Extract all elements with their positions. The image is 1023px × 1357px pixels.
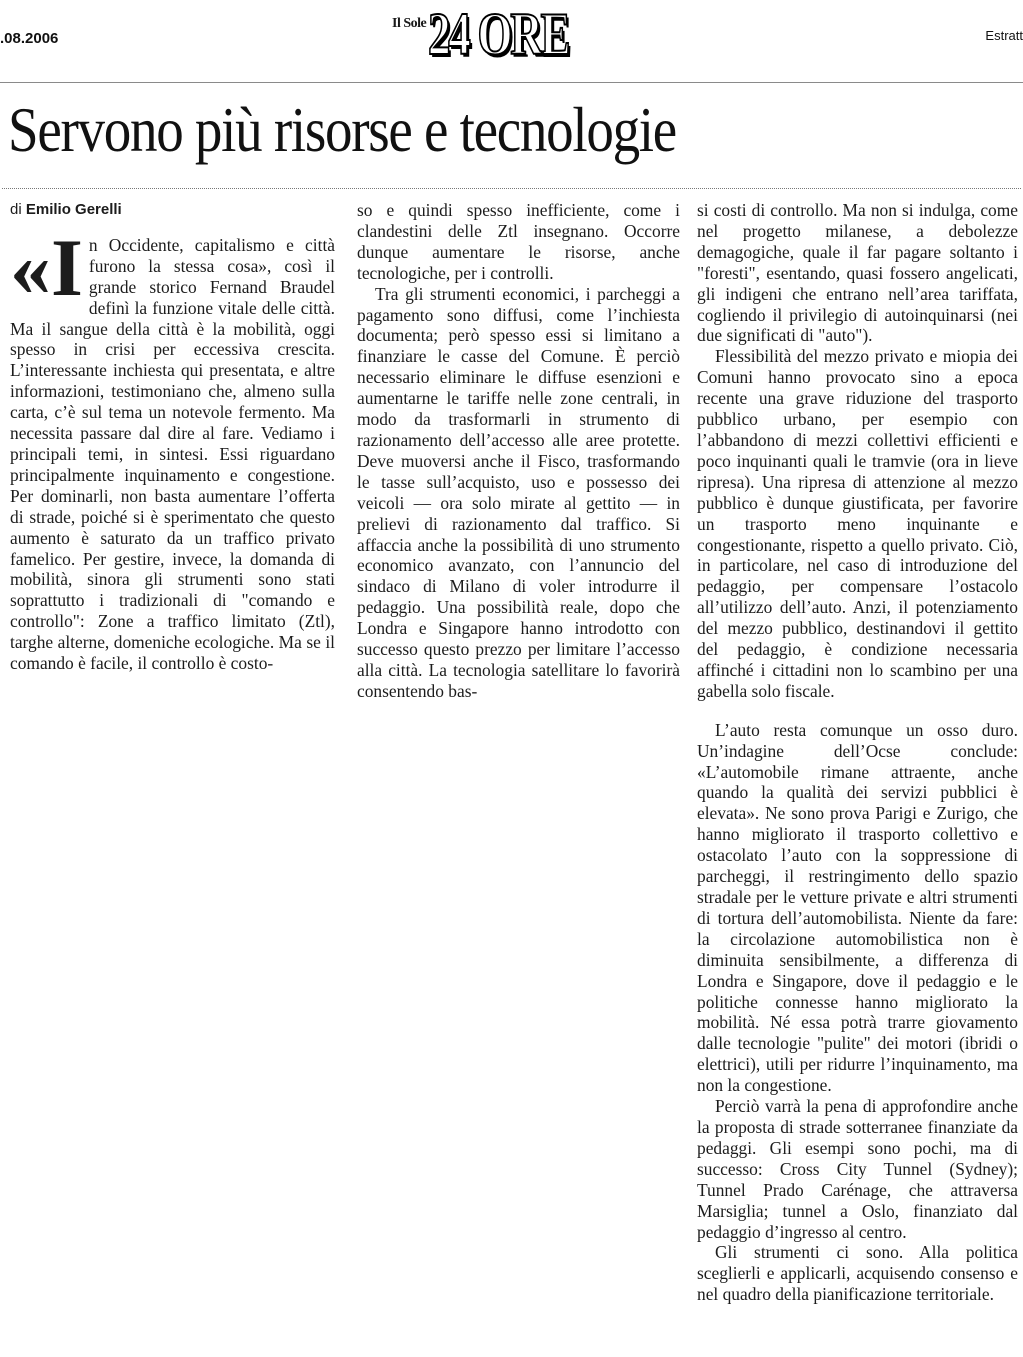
paragraph: n Occidente, capitalismo e città furono la stessa cosa», così il grande storico Fernand Braudel definì la funzione vitale delle città. Ma il sangue della città è la mobilità, oggi spesso in crisi per eccessiva crescita. L’interessante inchiesta qui presentata, e altre informazioni, testimoniano che, almeno sulla carta, c’è sul tema un notevole fermento. Ma necessita passare dal dire al fare. Vediamo i principali temi, in sintesi. Essi riguardano principalmente inquinamento e congestione. Per dominarli, non basta aumentare l’offerta di strade, poiché si è sperimentato che questo aumento è saturato da un traffico privato famelico. Per gestire, invece, la domanda di mobilità, sinora gli strumenti sono stati soprattutto i tradizionali di "comando e controllo": Zone a traffico limitato (Ztl), targhe alterne, domeniche ecologiche. Ma se il comando è facile, il controllo è costo-: [10, 234, 335, 674]
author-name: Emilio Gerelli: [25, 201, 122, 218]
paragraph: so e quindi spesso inefficiente, come i clandestini delle Ztl insegnano. Occorre dunque aumentare le risorse, anche tecnologiche, per i controlli.: [357, 200, 680, 283]
masthead-logo: 24 ORE: [428, 1, 569, 67]
paragraph-spacer: [697, 702, 1018, 720]
paragraph: Perciò varrà la pena di approfondire anche la proposta di strade sotterranee finanziate da pedaggi. Gli esempi sono pochi, ma di successo: Cross City Tunnel (Sydney); Tunnel Prado Carénage, che attraversa Marsiglia; tunnel a Oslo, finanziato dal pedaggio d’ingresso al centro.: [697, 1096, 1018, 1242]
paragraph: L’auto resta comunque un osso duro. Un’indagine dell’Ocse conclude: «L’automobile rimane attraente, anche quando la qualità dei servizi pubblici è elevata». Ne sono prova Parigi e Zurigo, che hanno migliorato il trasporto collettivo e ostacolato l’auto con la soppressione di parcheggi, il restringimento dello spazio stradale per le vetture private e altri strumenti di tortura dell’automobilista. Niente da fare: la circolazione automobilistica non è diminuita sensibilmente, a differenza di Londra e Singapore, dove il pedaggio e le politiche connesse hanno migliorato la mobilità. Né essa potrà trarre giovamento dalle tecnologie "pulite" dei motori (ibridi o elettrici), utili per ridurre l’inquinamento, ma non la congestione.: [697, 719, 1018, 1096]
extract-label: Estratt: [985, 28, 1023, 43]
article-column-1: [10, 200, 335, 674]
headline-divider: [2, 188, 1021, 189]
drop-cap: «I: [10, 221, 83, 313]
article-column-3: [697, 200, 1018, 1305]
header-divider: [0, 82, 1023, 83]
article-column-2: [357, 200, 680, 702]
byline-prefix: di: [10, 201, 22, 218]
paragraph: Gli strumenti ci sono. Alla politica sceglierli e applicarli, acquisendo consenso e nel quadro della pianificazione territoriale.: [697, 1242, 1018, 1305]
lead-paragraph: [10, 221, 335, 674]
paragraph: Flessibilità del mezzo privato e miopia dei Comuni hanno provocato sino a epoca recente una grave riduzione del trasporto pubblico urbano, per esempio con l’abbandono di mezzi collettivi efficienti e poco inquinanti quali le tramvie (ora in lieve ripresa). Una ripresa di attenzione al mezzo pubblico è dunque giustificata, per favorire un trasporto meno inquinante e congestionante, rispetto a quello privato. Ciò, in particolare, nel caso di introduzione del pedaggio, per compensare l’ostacolo all’utilizzo dell’auto. Anzi, il potenziamento del mezzo pubblico, destinandovi il gettito del pedaggio, è condizione necessaria affinché i cittadini non lo scambino per una gabella solo fiscale.: [697, 346, 1018, 701]
paragraph: Tra gli strumenti economici, i parcheggi a pagamento sono diffusi, come l’inchiesta documenta; però spesso essi si limitano a finanziare le casse del Comune. È perciò necessario eliminare le diffuse esenzioni e aumentarne le tariffe nelle zone centrali, in modo da trasformarli in strumento di razionamento dell’accesso alle aree protette. Deve muoversi anche il Fisco, trasformando le tasse sull’acquisto, uso e possesso dei veicoli — ora solo mirate al gettito — in prelievi di razionamento dal traffico. Si affaccia anche la possibilità di uno strumento economico avanzato, con l’annuncio del sindaco di Milano di voler introdurre il pedaggio. Una possibilità reale, dopo che Londra e Singapore hanno introdotto con successo questo prezzo per limitare l’accesso alla città. La tecnologia satellitare lo favorirà consentendo bas-: [357, 283, 680, 701]
byline: [10, 200, 335, 221]
article-headline: Servono più risorse e tecnologie: [8, 94, 676, 165]
publication-date: .08.2006: [0, 30, 59, 47]
paragraph: si costi di controllo. Ma non si indulga, come nel progetto milanese, a debolezze demagogiche, quale il far pagare soltanto i "foresti", esentando, quasi fossero angelicati, gli indigeni che entrano nell’area tariffata, cogliendo il privilegio di autoinquinarsi (nei due significati di "auto").: [697, 200, 1018, 346]
newspaper-masthead: [392, 1, 615, 67]
masthead-small-title: Il Sole: [392, 16, 427, 31]
